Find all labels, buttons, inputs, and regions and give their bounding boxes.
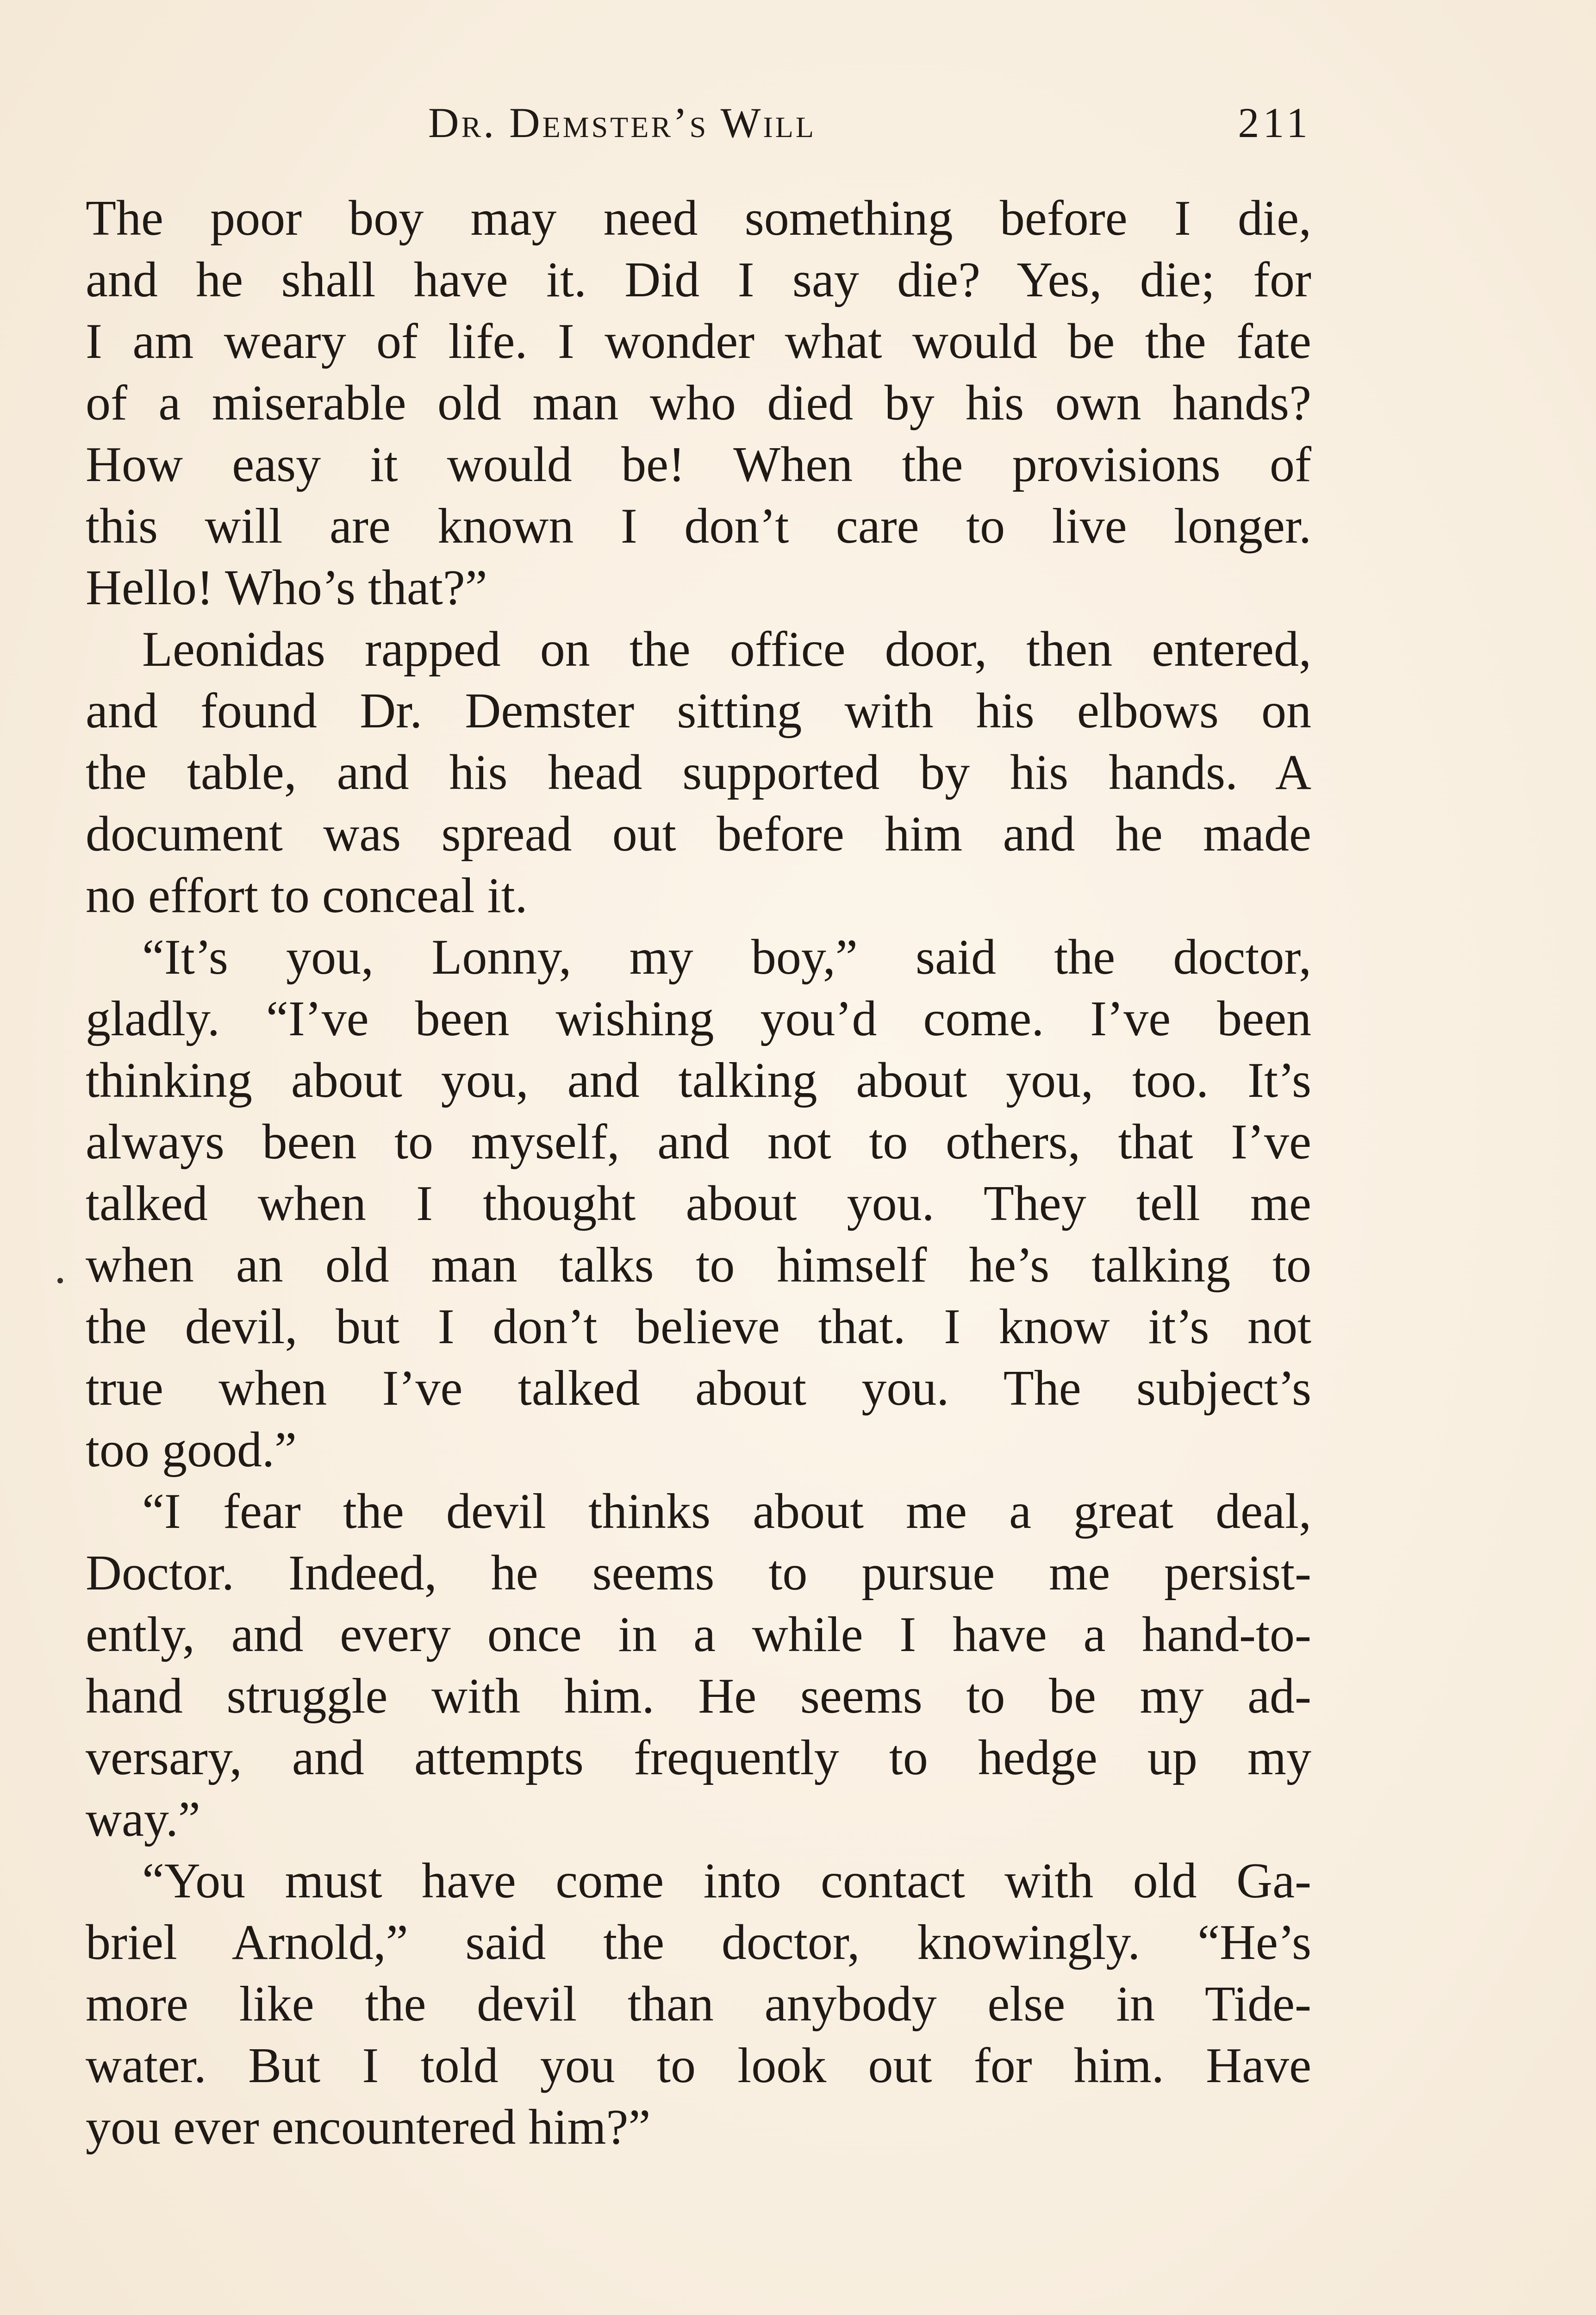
- running-title: Dr. Demster’s Will: [428, 99, 816, 146]
- text-line: “You must have come into contact with old Ga-: [142, 1853, 1311, 1908]
- text-line: I am weary of life. I wonder what would be the fate: [86, 314, 1311, 369]
- text-line: of a miserable old man who died by his own hands?: [86, 375, 1311, 431]
- text-line: Leonidas rapped on the office door, then entered,: [142, 622, 1311, 677]
- text-line: when an old man talks to himself he’s talking to: [86, 1238, 1311, 1293]
- running-head: [86, 95, 1311, 150]
- text-line: and he shall have it. Did I say die? Yes, die; for: [86, 252, 1311, 307]
- text-line: way.”: [86, 1792, 200, 1847]
- text-line: this will are known I don’t care to live longer.: [86, 499, 1311, 554]
- text-line: document was spread out before him and he made: [86, 807, 1311, 862]
- text-line: talked when I thought about you. They tell me: [86, 1176, 1311, 1231]
- text-line: and found Dr. Demster sitting with his elbows on: [86, 683, 1311, 738]
- text-line: Hello! Who’s that?”: [86, 560, 487, 615]
- ink-speck: [57, 1278, 63, 1283]
- text-line: the devil, but I don’t believe that. I know it’s not: [86, 1299, 1311, 1354]
- text-line: always been to myself, and not to others, that I’ve: [86, 1114, 1311, 1170]
- text-line: no effort to conceal it.: [86, 868, 528, 923]
- text-line: thinking about you, and talking about you, too. It’s: [86, 1053, 1311, 1108]
- text-line: versary, and attempts frequently to hedge up my: [86, 1730, 1311, 1785]
- text-line: “I fear the devil thinks about me a great deal,: [142, 1484, 1311, 1539]
- text-line: the table, and his head supported by his hands. A: [86, 745, 1311, 800]
- text-line: Doctor. Indeed, he seems to pursue me persist-: [86, 1545, 1311, 1601]
- page-number: 211: [1238, 99, 1311, 146]
- text-line: you ever encountered him?”: [86, 2100, 651, 2155]
- text-line: more like the devil than anybody else in Tide-: [86, 1977, 1311, 2032]
- text-line: true when I’ve talked about you. The subject’s: [86, 1361, 1311, 1416]
- text-line: briel Arnold,” said the doctor, knowingly. “He’s: [86, 1915, 1311, 1970]
- text-line: gladly. “I’ve been wishing you’d come. I’ve been: [86, 991, 1311, 1046]
- text-line: How easy it would be! When the provisions of: [86, 437, 1311, 492]
- text-line: The poor boy may need something before I die,: [86, 191, 1311, 246]
- text-line: too good.”: [86, 1422, 297, 1477]
- body-text: [86, 188, 1311, 2158]
- text-line: ently, and every once in a while I have a hand-to-: [86, 1607, 1311, 1662]
- text-line: “It’s you, Lonny, my boy,” said the doctor,: [142, 930, 1311, 985]
- text-line: water. But I told you to look out for him. Have: [86, 2038, 1311, 2093]
- text-line: hand struggle with him. He seems to be my ad-: [86, 1669, 1311, 1724]
